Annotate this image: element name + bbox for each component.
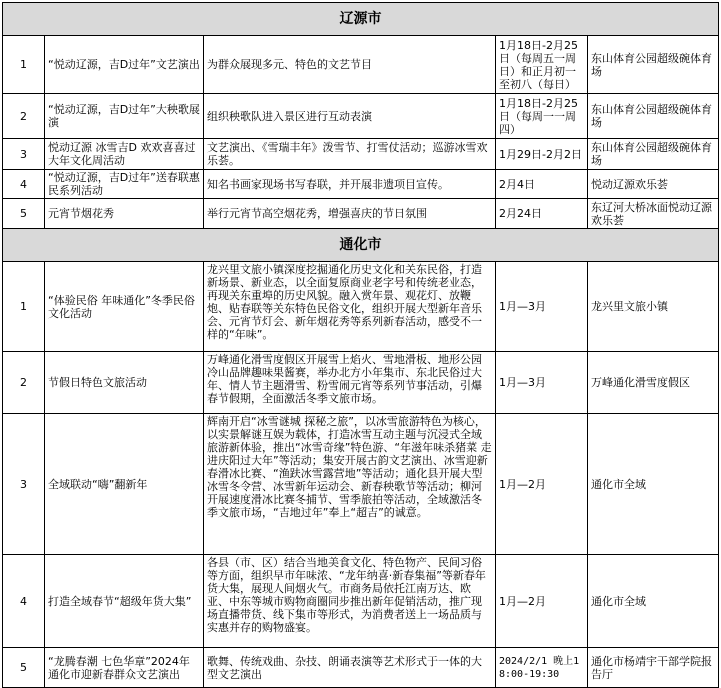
event-place: 龙兴里文旅小镇 (588, 262, 719, 352)
event-time: 1月—3月 (496, 262, 588, 352)
event-description: 万峰通化滑雪度假区开展雪上焰火、雪地滑板、地形公园冷山品牌趣味果酱赛，举办北方小年集市、东北民俗过大年、情人节主题滑雪、粉雪闹元宵等系列节事活动，引爆春节假期，全面激活冬季文旅市场。 (207, 353, 482, 405)
event-time: 2024/2/1 晚上18:00-19:30 (496, 648, 588, 688)
table-row (3, 94, 719, 139)
row-number: 3 (3, 414, 45, 555)
event-schedule-table (2, 2, 719, 688)
table-row (3, 36, 719, 94)
event-place: 悦动辽源欢乐荟 (588, 170, 719, 199)
event-name: “悦动辽源，吉D过年”大秧歌展演 (45, 94, 204, 139)
event-place: 东山体育公园超级碗体育场 (588, 139, 719, 170)
event-time: 1月18日-2月25日（每周一一周四） (496, 94, 588, 139)
row-number: 4 (3, 170, 45, 199)
event-time: 1月—2月 (496, 555, 588, 648)
event-name: 全域联动“嗨”翻新年 (45, 414, 204, 555)
event-description: 文艺演出、《雪瑞丰年》泼雪节、打雪仗活动；巡游冰雪欢乐荟。 (204, 139, 496, 170)
row-number: 5 (3, 199, 45, 229)
table-row (3, 199, 719, 229)
event-place: 东山体育公园超级碗体育场 (588, 36, 719, 94)
event-time: 1月18日-2月25日（每周五一周日）和正月初一至初八（每日） (496, 36, 588, 94)
event-time: 2月4日 (496, 170, 588, 199)
event-name: 元宵节烟花秀 (45, 199, 204, 229)
event-description: 各县（市、区）结合当地美食文化、特色物产、民间习俗等方面，组织早市年味浓、“龙年纳喜·新春集福”等新春年货大集，展现人间烟火气。市商务局依托江南万达、欧亚、中东等城市购物商圈同步推出新年促销活动，推广现场直播带货、线下集市等形式，为消费者送上一场品质与实惠并存的购物盛宴。 (207, 556, 486, 634)
event-name: “悦动辽源，吉D过年”文艺演出 (45, 36, 204, 94)
row-number: 1 (3, 262, 45, 352)
event-description: 辉南开启“冰雪谜城 探秘之旅”，以冰雪旅游特色为核心，以实景解谜互娱为载体，打造冰雪互动主题与沉浸式全域旅游新体验，推出“冰雪奇缘”特色游、“年滋年味杀猪菜 走进庆阳过大年”等活动；集安开展古韵文艺演出、冰雪迎新春滑冰比赛、“渔趺冰雪露营地”等活动；通化县开展大型冰雪冬令营、冰雪新年运动会、新春秧歌节等活动；柳河开展速度滑冰比赛冬捕节、雪季旅拍等活动，全域激活冬季文旅市场，“吉地过年”奉上“超吉”的诚意。 (207, 415, 492, 519)
event-place: 东山体育公园超级碗体育场 (588, 94, 719, 139)
table-row (3, 352, 719, 414)
table-row (3, 555, 719, 648)
row-number: 2 (3, 94, 45, 139)
event-name: “体验民俗 年味通化”冬季民俗文化活动 (45, 262, 204, 352)
event-place: 通化市全域 (588, 555, 719, 648)
row-number: 4 (3, 555, 45, 648)
table-row (3, 414, 719, 555)
event-name: “龙腾春潮 七色华章”2024年通化市迎新春群众文艺演出 (45, 648, 204, 688)
event-time: 2月24日 (496, 199, 588, 229)
table-row (3, 170, 719, 199)
row-number: 1 (3, 36, 45, 94)
section-header-liaoyuan (3, 3, 719, 36)
event-description: 龙兴里文旅小镇深度挖掘通化历史文化和关东民俗，打造新场景、新业态，以全面复原商业老字号和传统老业态，再现关东重埠的历史风貌。融入赏年景、观花灯、放鞭炮、贴春联等关东特色民俗文化，组织开展大型新年音乐会、元宵节灯会、新年烟花秀等系列新春活动，感受不一样的“年味”。 (207, 263, 482, 341)
event-description: 举行元宵节高空烟花秀，增强喜庆的节日氛围 (204, 199, 496, 229)
event-description: 为群众展现多元、特色的文艺节目 (204, 36, 496, 94)
event-place: 万峰通化滑雪度假区 (588, 352, 719, 414)
section-title: 通化市 (3, 229, 719, 262)
event-description: 知名书画家现场书写春联，并开展非遗项目宣传。 (204, 170, 496, 199)
event-time: 1月—2月 (496, 414, 588, 555)
row-number: 5 (3, 648, 45, 688)
event-description: 组织秧歌队进入景区进行互动表演 (204, 94, 496, 139)
event-name: 打造全域春节“超级年货大集” (45, 555, 204, 648)
table-row (3, 262, 719, 352)
row-number: 3 (3, 139, 45, 170)
event-name: 悦动辽源 冰雪吉D 欢欢喜喜过大年文化周活动 (45, 139, 204, 170)
event-name: 节假日特色文旅活动 (45, 352, 204, 414)
row-number: 2 (3, 352, 45, 414)
event-place: 通化市杨靖宇干部学院报告厅 (588, 648, 719, 688)
section-header-tonghua (3, 229, 719, 262)
table-row (3, 139, 719, 170)
event-description: 歌舞、传统戏曲、杂技、朗诵表演等艺术形式于一体的大型文艺演出 (204, 648, 496, 688)
event-place: 东辽河大桥冰面悦动辽源欢乐荟 (588, 199, 719, 229)
section-title: 辽源市 (3, 3, 719, 36)
event-time: 1月29日-2月2日 (496, 139, 588, 170)
table-row (3, 648, 719, 688)
event-place: 通化市全域 (588, 414, 719, 555)
event-name: “悦动辽源，吉D过年”送春联惠民系列活动 (45, 170, 204, 199)
event-time: 1月—3月 (496, 352, 588, 414)
